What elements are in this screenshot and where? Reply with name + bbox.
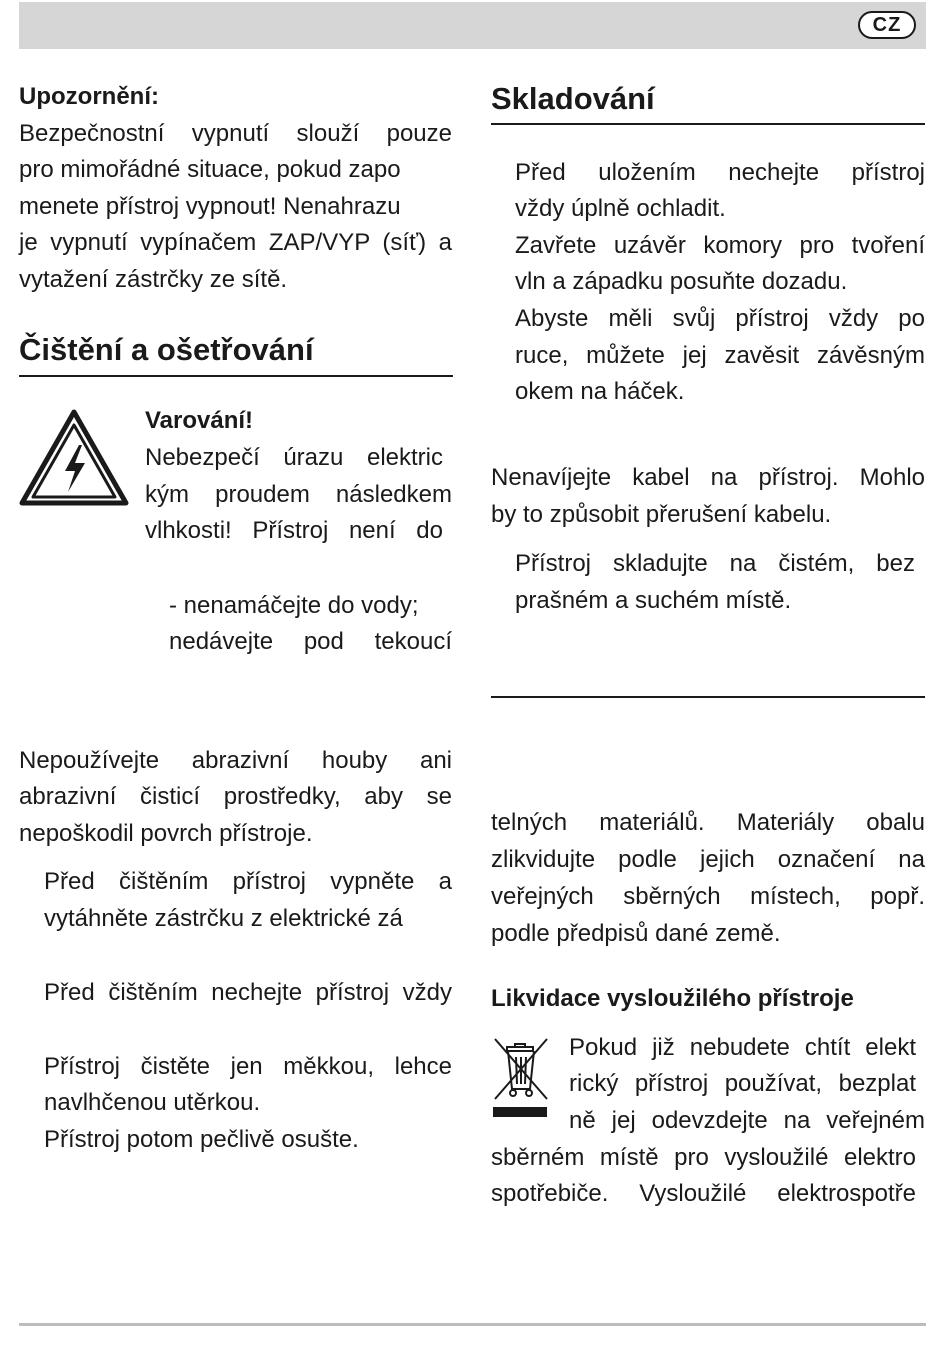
disposal-line: sběrném místě pro vysloužilé elektro [491, 1144, 916, 1171]
disposal-line: rický přístroj používat, bezplat [569, 1070, 916, 1097]
cable-line: by to způsobit přerušení kabelu. [491, 501, 832, 528]
dry-storage-line: Přístroj skladujte na čistém, bez [515, 550, 915, 577]
packaging-line: telných materiálů. Materiály obalu [491, 809, 925, 836]
disposal-line: ně jej odevzdejte na veřejném [569, 1107, 925, 1134]
storage-line: vždy úplně ochladit. [515, 195, 726, 222]
warning-line: kým proudem následkem [145, 481, 452, 508]
warning-title: Varování! [145, 407, 254, 434]
abrasive-line: nepoškodil povrch přístroje. [19, 820, 313, 847]
disposal-line: spotřebiče. Vysloužilé elektrospotře [491, 1180, 916, 1207]
storage-line: vln a západku posuňte dozadu. [515, 268, 848, 295]
disposal-line: Pokud již nebudete chtít elekt [569, 1034, 916, 1061]
section-divider [491, 696, 925, 698]
packaging-line: veřejných sběrných místech, popř. [491, 883, 925, 910]
notice-line: menete přístroj vypnout! Nenahrazu [19, 193, 401, 220]
notice-line: pro mimořádné situace, pokud zapo [19, 156, 401, 183]
dry-storage-line: prašném a suchém místě. [515, 587, 792, 614]
packaging-line: podle předpisů dané země. [491, 920, 781, 947]
before-clean-line: Před čištěním přístroj vypněte a [44, 868, 452, 895]
cool-line: Před čištěním nechejte přístroj vždy [44, 979, 452, 1006]
cable-line: Nenavíjejte kabel na přístroj. Mohlo [491, 464, 925, 491]
section-divider [19, 375, 453, 377]
before-clean-line: vytáhněte zástrčku z elektrické zá [44, 905, 403, 932]
storage-line: okem na háček. [515, 378, 685, 405]
abrasive-line: abrazivní čisticí prostředky, aby se [19, 783, 452, 810]
crossed-out-wheelie-bin-icon [491, 1035, 551, 1125]
storage-line: Abyste měli svůj přístroj vždy po [515, 305, 925, 332]
storage-line: Zavřete uzávěr komory pro tvoření [515, 232, 925, 259]
cleaning-section-title: Čištění a ošetřování [19, 332, 314, 367]
bullet-line: - nenamáčejte do vody; [169, 592, 419, 619]
notice-line: Bezpečnostní vypnutí slouží pouze [19, 120, 452, 147]
disposal-title: Likvidace vysloužilého přístroje [491, 985, 854, 1012]
storage-line: ruce, můžete jej zavěsit závěsným [515, 342, 925, 369]
footer-divider [19, 1323, 926, 1326]
wipe-line: navlhčenou utěrkou. [44, 1089, 261, 1116]
wipe-line: Přístroj potom pečlivě osušte. [44, 1126, 359, 1153]
bullet-line: nedávejte pod tekoucí [169, 628, 452, 655]
electric-shock-warning-icon [19, 409, 129, 506]
section-divider [491, 123, 925, 125]
warning-line: vlhkosti! Přístroj není do [145, 517, 443, 544]
language-badge: CZ [858, 11, 916, 39]
storage-section-title: Skladování [491, 81, 655, 116]
warning-line: Nebezpečí úrazu elektric [145, 444, 443, 471]
notice-line: vytažení zástrčky ze sítě. [19, 266, 288, 293]
wipe-line: Přístroj čistěte jen měkkou, lehce [44, 1053, 452, 1080]
packaging-line: zlikvidujte podle jejich označení na [491, 846, 925, 873]
storage-line: Před uložením nechejte přístroj [515, 159, 925, 186]
notice-title: Upozornění: [19, 83, 159, 110]
header-bar [19, 2, 926, 49]
notice-line: je vypnutí vypínačem ZAP/VYP (síť) a [19, 229, 452, 256]
abrasive-line: Nepoužívejte abrazivní houby ani [19, 747, 452, 774]
